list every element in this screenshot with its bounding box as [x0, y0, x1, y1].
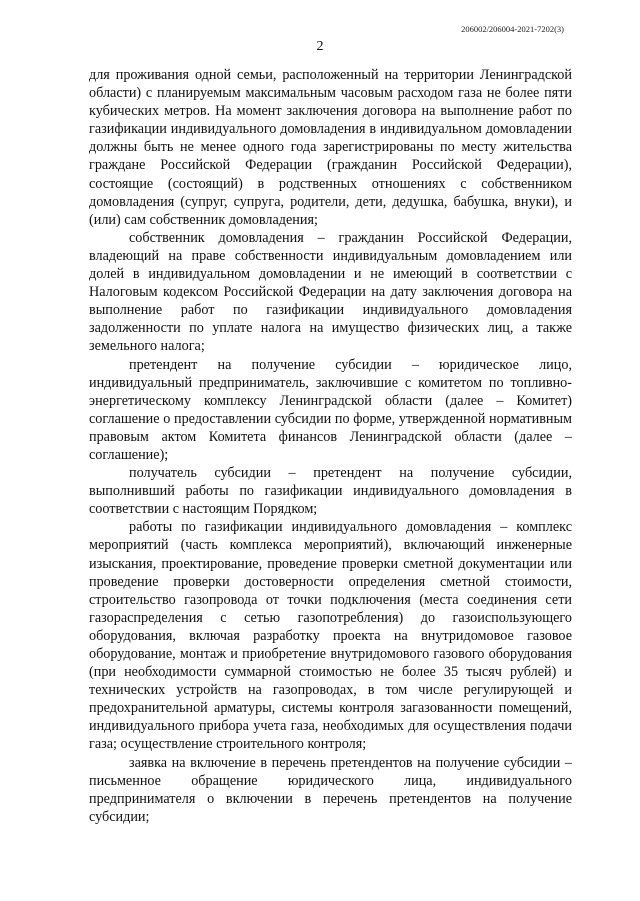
- paragraph-applicant-definition: претендент на получение субсидии – юридическое лицо, индивидуальный предприниматель, заключившие с комитетом по топливно-энергетическому комплексу Ленинградской области (далее – Комитет) соглашение о предоставлении субсидии по форме, утвержденной нормативным правовым актом Комитета финансов Ленинградской области (далее – соглашение);: [89, 356, 572, 463]
- document-id: 206002/206004-2021-7202(3): [461, 24, 564, 34]
- paragraph-owner-definition: собственник домовладения – гражданин Российской Федерации, владеющий на праве собственности индивидуальным домовладением или долей в индивидуальном домовладении и не имеющий в соответствии с Налоговым кодексом Российской Федерации на дату заключения договора на выполнение работ по газификации индивидуального домовладения задолженности по уплате налога на имущество физических лиц, а также земельного налога;: [89, 229, 572, 355]
- paragraph-gasification-works-definition: работы по газификации индивидуального домовладения – комплекс мероприятий (часть комплекса мероприятий), включающий инженерные изыскания, проектирование, проведение проверки сметной документации или проведение проверки достоверности определения сметной стоимости, строительство газопровода от точки подключения (места соединения сети газораспределения с сетью газопотребления) до газоиспользующего оборудования, включая разработку проекта на внутридомовое газовое оборудование, монтаж и приобретение внутридомового газового оборудования (при необходимости суммарной стоимостью не более 35 тысяч рублей) и технических устройств на газопроводах, в том числе регулирующей и предохранительной арматуры, системы контроля загазованности помещений, индивидуального прибора учета газа, необходимых для осуществления подачи газа; осуществление строительного контроля;: [89, 519, 572, 753]
- paragraph-application-definition: заявка на включение в перечень претендентов на получение субсидии – письменное обращение юридического лица, индивидуального предпринимателя о включении в перечень претендентов на получение субсидии;: [89, 754, 572, 825]
- paragraph-dwelling-continued: для проживания одной семьи, расположенный на территории Ленинградской области) с планируемым максимальным часовым расходом газа не более пяти кубических метров. На момент заключения договора на выполнение работ по газификации индивидуального домовладения в индивидуальном домовладении должны быть не менее одного года зарегистрированы по месту жительства граждане Российской Федерации (гражданин Российской Федерации), состоящие (состоящий) в родственных отношениях с собственником домовладения (супруг, супруга, родители, дети, дедушка, бабушка, внуки), и (или) сам собственник домовладения;: [89, 67, 572, 228]
- page-number: 2: [316, 39, 324, 54]
- document-body: [89, 66, 572, 826]
- paragraph-recipient-definition: получатель субсидии – претендент на получение субсидии, выполнивший работы по газификации индивидуального домовладения в соответствии с настоящим Порядком;: [89, 465, 572, 518]
